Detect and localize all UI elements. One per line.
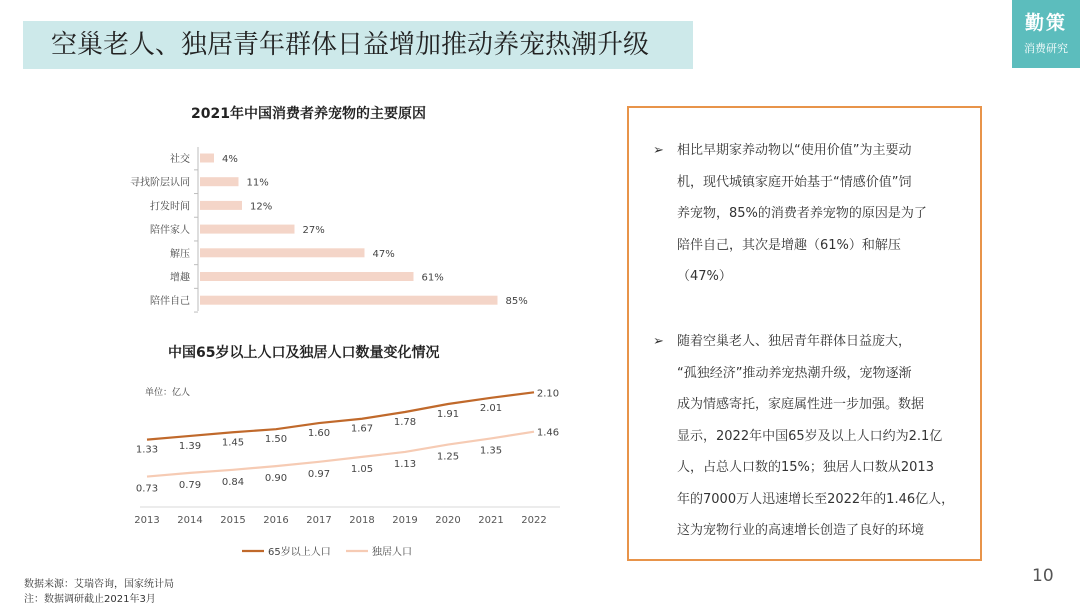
bar-chart	[130, 145, 570, 315]
bar	[200, 296, 498, 305]
data-label: 1.50	[264, 434, 288, 446]
title-bar	[23, 21, 693, 69]
p2-line: 显示，2022年中国65岁及以上人口约为2.1亿	[677, 428, 943, 444]
bar-category-label: 陪伴自己	[150, 296, 190, 308]
p1-line: 陪伴自己，其次是增趣（61%）和解压	[677, 237, 901, 253]
x-tick-label: 2020	[435, 515, 461, 526]
line-chart-title: 中国65岁以上人口及独居人口数量变化情况	[168, 345, 440, 361]
bar-value-label: 4%	[222, 154, 238, 165]
bar-category-label: 增趣	[170, 272, 190, 284]
x-tick-label: 2017	[306, 515, 332, 526]
data-label: 0.73	[135, 483, 159, 495]
data-label: 1.13	[393, 458, 417, 470]
p1-line: 机，现代城镇家庭开始基于“情感价值”饲	[677, 174, 912, 190]
legend-label: 65岁以上人口	[268, 547, 331, 558]
x-tick-label: 2014	[177, 515, 203, 526]
p2-line: 人，占总人口数的15%；独居人口数从2013	[677, 460, 934, 475]
p2-line: 这为宠物行业的高速增长创造了良好的环境	[677, 523, 925, 538]
bar-value-label: 61%	[421, 272, 444, 284]
data-label: 1.33	[135, 444, 159, 456]
unit-label: 单位：亿人	[145, 388, 191, 398]
bar	[200, 225, 295, 234]
page-number: 10	[1032, 566, 1054, 586]
x-tick-label: 2015	[220, 515, 246, 526]
x-tick-label: 2016	[263, 515, 289, 526]
series-line	[147, 432, 534, 477]
p2-line: 随着空巢老人、独居青年群体日益庞大，	[677, 334, 912, 349]
legend-label: 独居人口	[372, 547, 412, 558]
data-label: 1.05	[350, 463, 374, 475]
data-label: 1.39	[178, 440, 202, 452]
line-chart	[120, 380, 580, 570]
x-tick-label: 2018	[349, 515, 375, 526]
summary-panel	[627, 106, 982, 561]
x-tick-label: 2022	[521, 515, 547, 526]
data-label: 1.78	[393, 416, 417, 428]
bar-value-label: 12%	[250, 201, 273, 213]
p2-line: 年的7000万人迅速增长至2022年的1.46亿人，	[677, 491, 955, 507]
data-label: 0.79	[178, 479, 202, 491]
bar	[200, 248, 365, 257]
p2-line: 成为情感寄托，家庭属性进一步加强。数据	[677, 397, 925, 412]
slide-title: 空巢老人、独居青年群体日益增加推动养宠热潮升级	[51, 30, 650, 60]
p1-line: （47%）	[677, 269, 732, 284]
bar	[200, 154, 214, 163]
data-label: 1.60	[307, 428, 331, 440]
bar-category-label: 陪伴家人	[150, 225, 190, 237]
data-label: 2.10	[536, 388, 560, 400]
data-label: 0.90	[264, 473, 288, 485]
bar	[200, 272, 414, 281]
bar-category-label: 解压	[170, 248, 190, 260]
x-tick-label: 2019	[392, 515, 418, 526]
logo-main-text: 勤策	[1024, 12, 1067, 34]
x-tick-label: 2013	[134, 515, 160, 526]
data-source: 数据来源：艾瑞咨询，国家统计局	[24, 579, 174, 590]
bullet-text-2	[677, 326, 963, 547]
data-label: 1.25	[436, 451, 460, 463]
data-label: 0.84	[221, 476, 245, 488]
p1-line: 相比早期家养动物以“使用价值”为主要动	[677, 143, 912, 158]
bar-value-label: 47%	[372, 248, 395, 260]
bullet-text-1	[677, 135, 963, 293]
logo-sub-text: 消费研究	[1024, 42, 1068, 55]
p1-line: 养宠物，85%的消费者养宠物的原因是为了	[677, 206, 927, 221]
data-note: 注：数据调研截止2021年3月	[24, 594, 156, 605]
arrow-bullet-icon: ➢	[653, 143, 664, 158]
p2-line: “孤独经济”推动养宠热潮升级，宠物逐渐	[677, 365, 912, 381]
bar-value-label: 27%	[302, 225, 325, 237]
bar-value-label: 85%	[505, 296, 528, 308]
bar	[200, 177, 239, 186]
data-label: 1.91	[436, 408, 460, 420]
data-label: 0.97	[307, 468, 331, 480]
brand-logo	[1012, 0, 1080, 68]
data-label: 1.67	[350, 423, 374, 435]
bar-category-label: 打发时间	[150, 201, 190, 213]
data-label: 1.45	[221, 437, 245, 449]
data-label: 1.35	[479, 445, 503, 457]
bar-category-label: 寻找阶层认同	[130, 177, 190, 189]
x-tick-label: 2021	[478, 515, 504, 526]
arrow-bullet-icon: ➢	[653, 334, 664, 349]
data-label: 1.46	[536, 427, 560, 439]
bar-chart-title: 2021年中国消费者养宠物的主要原因	[191, 106, 426, 122]
data-label: 2.01	[479, 402, 503, 414]
bar-value-label: 11%	[246, 177, 269, 189]
series-line	[147, 392, 534, 439]
bar	[200, 201, 242, 210]
bar-category-label: 社交	[170, 154, 190, 165]
